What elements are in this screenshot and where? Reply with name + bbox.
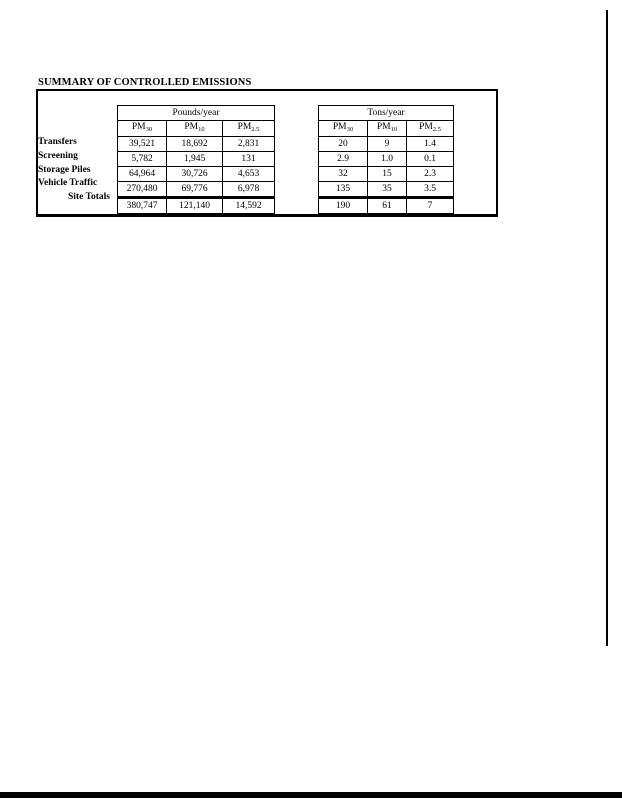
table-header: Pounds/year — [118, 106, 275, 121]
table-cell: 1.0 — [368, 152, 407, 167]
table-cell: 1,945 — [167, 152, 223, 167]
table-cell: 2.9 — [319, 152, 368, 167]
table-row — [319, 152, 454, 167]
table-cell: 30,726 — [167, 167, 223, 182]
table-row — [118, 167, 275, 182]
table-row — [118, 152, 275, 167]
total-cell: 190 — [319, 198, 368, 214]
table-row — [118, 137, 275, 152]
totals-row — [319, 198, 454, 214]
table-cell: 39,521 — [118, 137, 167, 152]
table-header: Tons/year — [319, 106, 454, 121]
table-cell: 4,653 — [223, 167, 275, 182]
table-cell: 32 — [319, 167, 368, 182]
page-edge-line — [606, 10, 608, 646]
column-header: $PM_{30}$ — [118, 121, 167, 137]
table-cell: 18,692 — [167, 137, 223, 152]
column-header: $PM_{2.5}$ — [223, 121, 275, 137]
table-cell: 270,480 — [118, 182, 167, 198]
table-cell: 2.3 — [407, 167, 454, 182]
column-header: $PM_{10}$ — [167, 121, 223, 137]
total-cell: 380,747 — [118, 198, 167, 214]
column-header: $PM_{10}$ — [368, 121, 407, 137]
row-labels — [38, 136, 97, 191]
table-cell: 35 — [368, 182, 407, 198]
table-cell: 0.1 — [407, 152, 454, 167]
table-cell: 6,978 — [223, 182, 275, 198]
page-bottom-border — [0, 792, 622, 798]
table-cell: 135 — [319, 182, 368, 198]
table-cell: 131 — [223, 152, 275, 167]
table-cell: 69,776 — [167, 182, 223, 198]
column-header: $PM_{30}$ — [319, 121, 368, 137]
total-cell: 121,140 — [167, 198, 223, 214]
table-cell: 20 — [319, 137, 368, 152]
row-label: Storage Piles — [38, 164, 91, 175]
document-title: SUMMARY OF CONTROLLED EMISSIONS — [38, 77, 252, 88]
table-row — [319, 137, 454, 152]
totals-row — [118, 198, 275, 214]
row-label: Screening — [38, 150, 78, 161]
table-cell: 9 — [368, 137, 407, 152]
total-cell: 61 — [368, 198, 407, 214]
table-cell: 2,831 — [223, 137, 275, 152]
table-cell: 15 — [368, 167, 407, 182]
table-cell: 5,782 — [118, 152, 167, 167]
table-cell: 1.4 — [407, 137, 454, 152]
site-totals-label: Site Totals — [68, 192, 110, 202]
total-cell: 14,592 — [223, 198, 275, 214]
table-row — [319, 182, 454, 198]
table-cell: 64,964 — [118, 167, 167, 182]
column-header: $PM_{2.5}$ — [407, 121, 454, 137]
table-cell: 3.5 — [407, 182, 454, 198]
pounds-per-year-table — [117, 105, 275, 214]
total-cell: 7 — [407, 198, 454, 214]
table-row — [118, 182, 275, 198]
table-row — [319, 167, 454, 182]
tons-per-year-table — [318, 105, 454, 214]
row-label: Transfers — [38, 137, 77, 147]
row-label: Vehicle Traffic — [38, 178, 98, 189]
